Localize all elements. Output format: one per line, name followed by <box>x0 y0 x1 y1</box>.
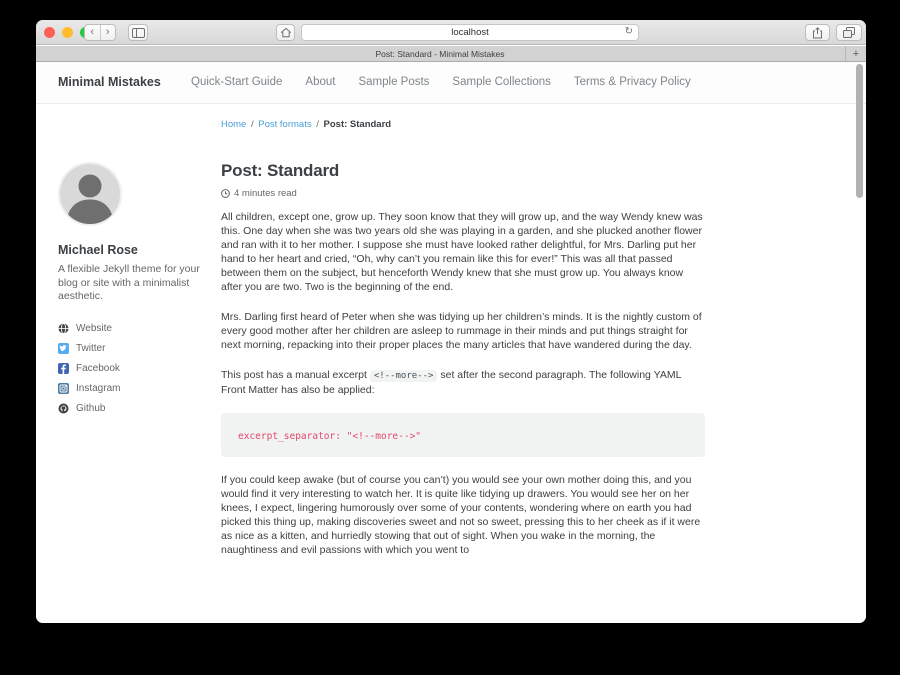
sidebar-toggle-button[interactable] <box>128 24 148 41</box>
tab-bar <box>36 46 866 62</box>
github-icon <box>58 403 69 414</box>
breadcrumb-current: Post: Standard <box>323 119 392 130</box>
share-button[interactable] <box>805 24 830 41</box>
close-window-button[interactable] <box>44 27 55 38</box>
inline-code-more-tag: <!--more--> <box>370 370 438 382</box>
read-time: 4 minutes read <box>234 188 297 199</box>
breadcrumb-separator: / <box>316 119 319 130</box>
yaml-code-block <box>221 413 705 457</box>
address-bar[interactable] <box>301 24 639 41</box>
post-body <box>221 210 705 557</box>
globe-icon <box>58 323 69 334</box>
show-all-tabs-button[interactable] <box>836 24 862 41</box>
paragraph-3-text: set after the second paragraph. The following YAML Front Matter has also be applied: <box>221 369 682 396</box>
nav-item-quick-start-guide[interactable]: Quick-Start Guide <box>191 76 283 88</box>
minimize-window-button[interactable] <box>62 27 73 38</box>
url-text: localhost <box>451 27 489 38</box>
nav-item-about[interactable]: About <box>305 76 336 88</box>
sidebar-icon <box>132 28 145 38</box>
breadcrumb-separator: / <box>250 119 254 130</box>
author-link-label: Instagram <box>76 383 121 394</box>
author-link-website[interactable] <box>58 319 210 339</box>
author-link-label: Github <box>76 403 106 414</box>
avatar <box>58 162 122 226</box>
active-tab[interactable]: Post: Standard - Minimal Mistakes <box>375 48 505 59</box>
nav-item-terms-privacy[interactable]: Terms & Privacy Policy <box>573 76 691 88</box>
browser-toolbar <box>36 20 866 45</box>
author-link-label: Facebook <box>76 363 120 374</box>
author-link-label: Twitter <box>76 343 106 354</box>
author-link-label: Website <box>76 323 112 334</box>
instagram-icon <box>58 383 69 394</box>
nav-item-sample-collections[interactable]: Sample Collections <box>452 76 551 88</box>
paragraph-3 <box>221 368 705 397</box>
reload-icon[interactable]: ↻ <box>624 26 633 37</box>
author-link-facebook[interactable] <box>58 359 210 379</box>
author-bio: A flexible Jekyll theme for your blog or site with a minimalist aesthetic. <box>58 263 200 302</box>
facebook-icon <box>58 363 69 374</box>
home-button[interactable] <box>276 24 295 41</box>
site-title-link[interactable]: Minimal Mistakes <box>58 75 161 89</box>
author-link-instagram[interactable] <box>58 379 210 399</box>
scrollbar-thumb[interactable] <box>856 64 863 198</box>
article <box>221 161 705 573</box>
primary-nav <box>191 76 691 88</box>
paragraph-4: If you could keep awake (but of course you can’t) you would see your own mother doing this, and you would find it very interesting to watch her. It is quite like tidying up drawers. You would see her on her knees, I expect, lingering humorously over some of your contents, wondering where on earth you had picked this thing up, making discoveries sweet and not so sweet, pressing this to her cheek as if it were as nice as a kitten, and hurriedly stowing that out of sight. When you wake in the morning, the naughtiness and evil passions with which you went to <box>221 474 701 556</box>
web-page <box>36 62 866 623</box>
author-link-github[interactable] <box>58 399 210 419</box>
site-masthead <box>36 62 866 104</box>
author-links <box>58 319 210 419</box>
new-tab-button[interactable]: + <box>845 46 866 61</box>
nav-item-sample-posts[interactable]: Sample Posts <box>358 76 430 88</box>
breadcrumb-home-link[interactable]: Home <box>221 119 247 130</box>
author-name: Michael Rose <box>58 243 138 257</box>
author-sidebar <box>58 162 210 419</box>
yaml-code: excerpt_separator: "<!--more-->" <box>238 431 422 442</box>
forward-button[interactable]: › <box>105 26 110 38</box>
breadcrumb <box>221 119 391 130</box>
tabs-overview-icon <box>843 27 855 38</box>
paragraph-3-text: This post has a manual excerpt <box>221 369 370 381</box>
twitter-icon <box>58 343 69 354</box>
share-icon <box>812 27 823 39</box>
page-title: Post: Standard <box>221 161 340 180</box>
back-button[interactable]: ‹ <box>85 25 101 40</box>
breadcrumb-post-formats-link[interactable]: Post formats <box>258 119 312 130</box>
history-nav-buttons <box>84 24 116 41</box>
post-meta <box>221 188 705 199</box>
safari-window <box>36 20 866 623</box>
author-link-twitter[interactable] <box>58 339 210 359</box>
paragraph-2: Mrs. Darling first heard of Peter when she was tidying up her children’s minds. It is the nightly custom of every good mother after her children are asleep to rummage in their minds and put things straight for next morning, repacking into their proper places the many articles that have wandered during the day. <box>221 311 702 351</box>
paragraph-1: All children, except one, grow up. They soon know that they will grow up, and the way Wendy knew was this. One day when she was two years old she was playing in a garden, and she plucked another flower and ran with it to her mother. I suppose she must have looked rather delightful, for Mrs. Darling put her hand to her heart and cried, “Oh, why can’t you remain like this for ever!” This was all that passed between them on the subject, but henceforth Wendy knew that she must grow up. You always know after you are two. Two is the beginning of the end. <box>221 211 703 293</box>
clock-icon <box>221 189 230 198</box>
home-icon <box>280 27 292 38</box>
